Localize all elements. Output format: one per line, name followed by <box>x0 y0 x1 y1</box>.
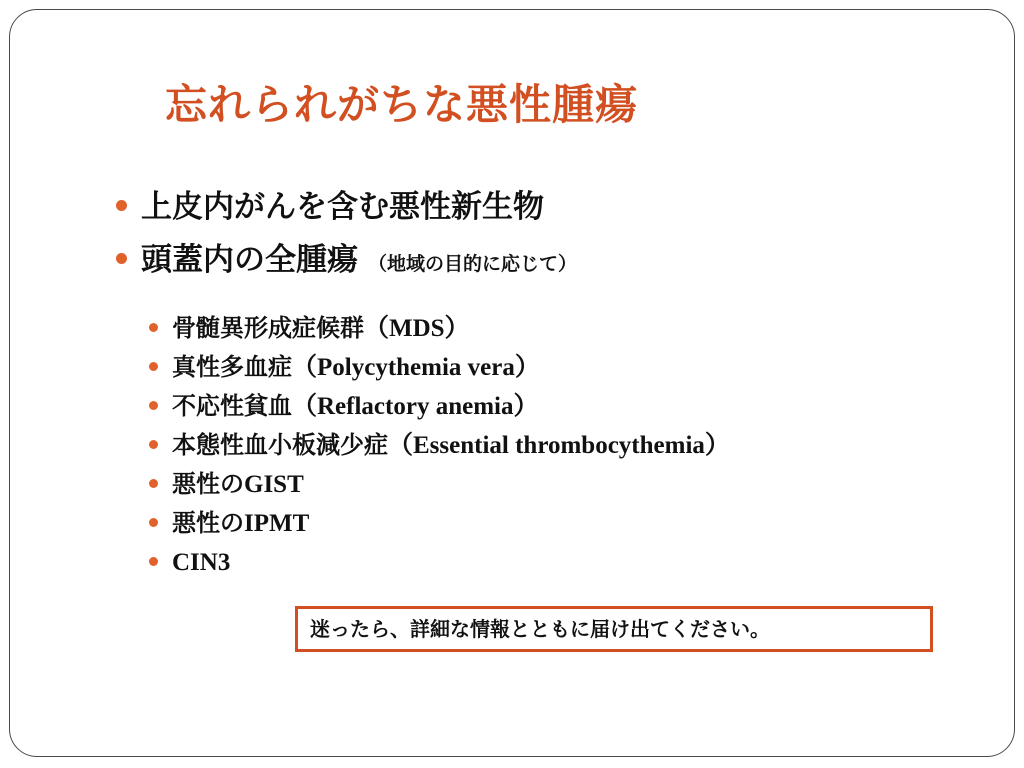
sub-bullet-thrombocythemia <box>149 428 730 463</box>
sub-bullet-jp: 悪性の <box>172 509 244 537</box>
sub-bullet-cin3 <box>149 545 230 580</box>
bullet-text: 頭蓋内の全腫瘍 <box>141 242 358 278</box>
bullet-item-2 <box>116 240 976 284</box>
bullet-dot-icon <box>149 557 158 566</box>
sub-bullet-anemia <box>149 389 538 424</box>
bullet-dot-icon <box>149 323 158 332</box>
sub-bullet-jp: 本態性血小板減少症 <box>172 431 388 459</box>
sub-bullet-latin: （Polycythemia vera） <box>292 354 540 381</box>
bullet-dot-icon <box>149 362 158 371</box>
sub-bullet-latin: （Reflactory anemia） <box>292 393 539 420</box>
sub-bullet-mds <box>149 311 470 346</box>
sub-bullet-jp: 悪性の <box>172 470 244 498</box>
sub-bullet-ipmt <box>149 506 309 541</box>
bullet-dot-icon <box>149 401 158 410</box>
bullet-dot-icon <box>149 440 158 449</box>
sub-bullet-jp: 真性多血症 <box>172 353 292 381</box>
bullet-text: 上皮内がんを含む悪性新生物 <box>141 189 544 225</box>
slide-title: 忘れられがちな悪性腫瘍 <box>165 80 639 129</box>
sub-bullet-latin: IPMT <box>244 510 310 537</box>
bullet-dot-icon <box>149 518 158 527</box>
bullet-dot-icon <box>116 253 127 264</box>
sub-bullet-latin: CIN3 <box>172 549 231 576</box>
callout-box: 迷ったら、詳細な情報とともに届け出てください。 <box>295 606 933 652</box>
sub-bullet-jp: 不応性貧血 <box>172 392 292 420</box>
sub-bullet-latin: GIST <box>244 471 304 498</box>
bullet-dot-icon <box>149 479 158 488</box>
sub-bullet-polycythemia <box>149 350 540 385</box>
sub-bullet-jp: 骨髄異形成症候群 <box>172 314 364 342</box>
sub-bullet-latin: （MDS） <box>364 315 470 342</box>
sub-bullet-gist <box>149 467 304 502</box>
bullet-dot-icon <box>116 200 127 211</box>
sub-bullet-latin: （Essential thrombocythemia） <box>388 432 730 459</box>
bullet-item-1 <box>116 187 976 227</box>
bullet-note: （地域の目的に応じて） <box>368 253 578 275</box>
